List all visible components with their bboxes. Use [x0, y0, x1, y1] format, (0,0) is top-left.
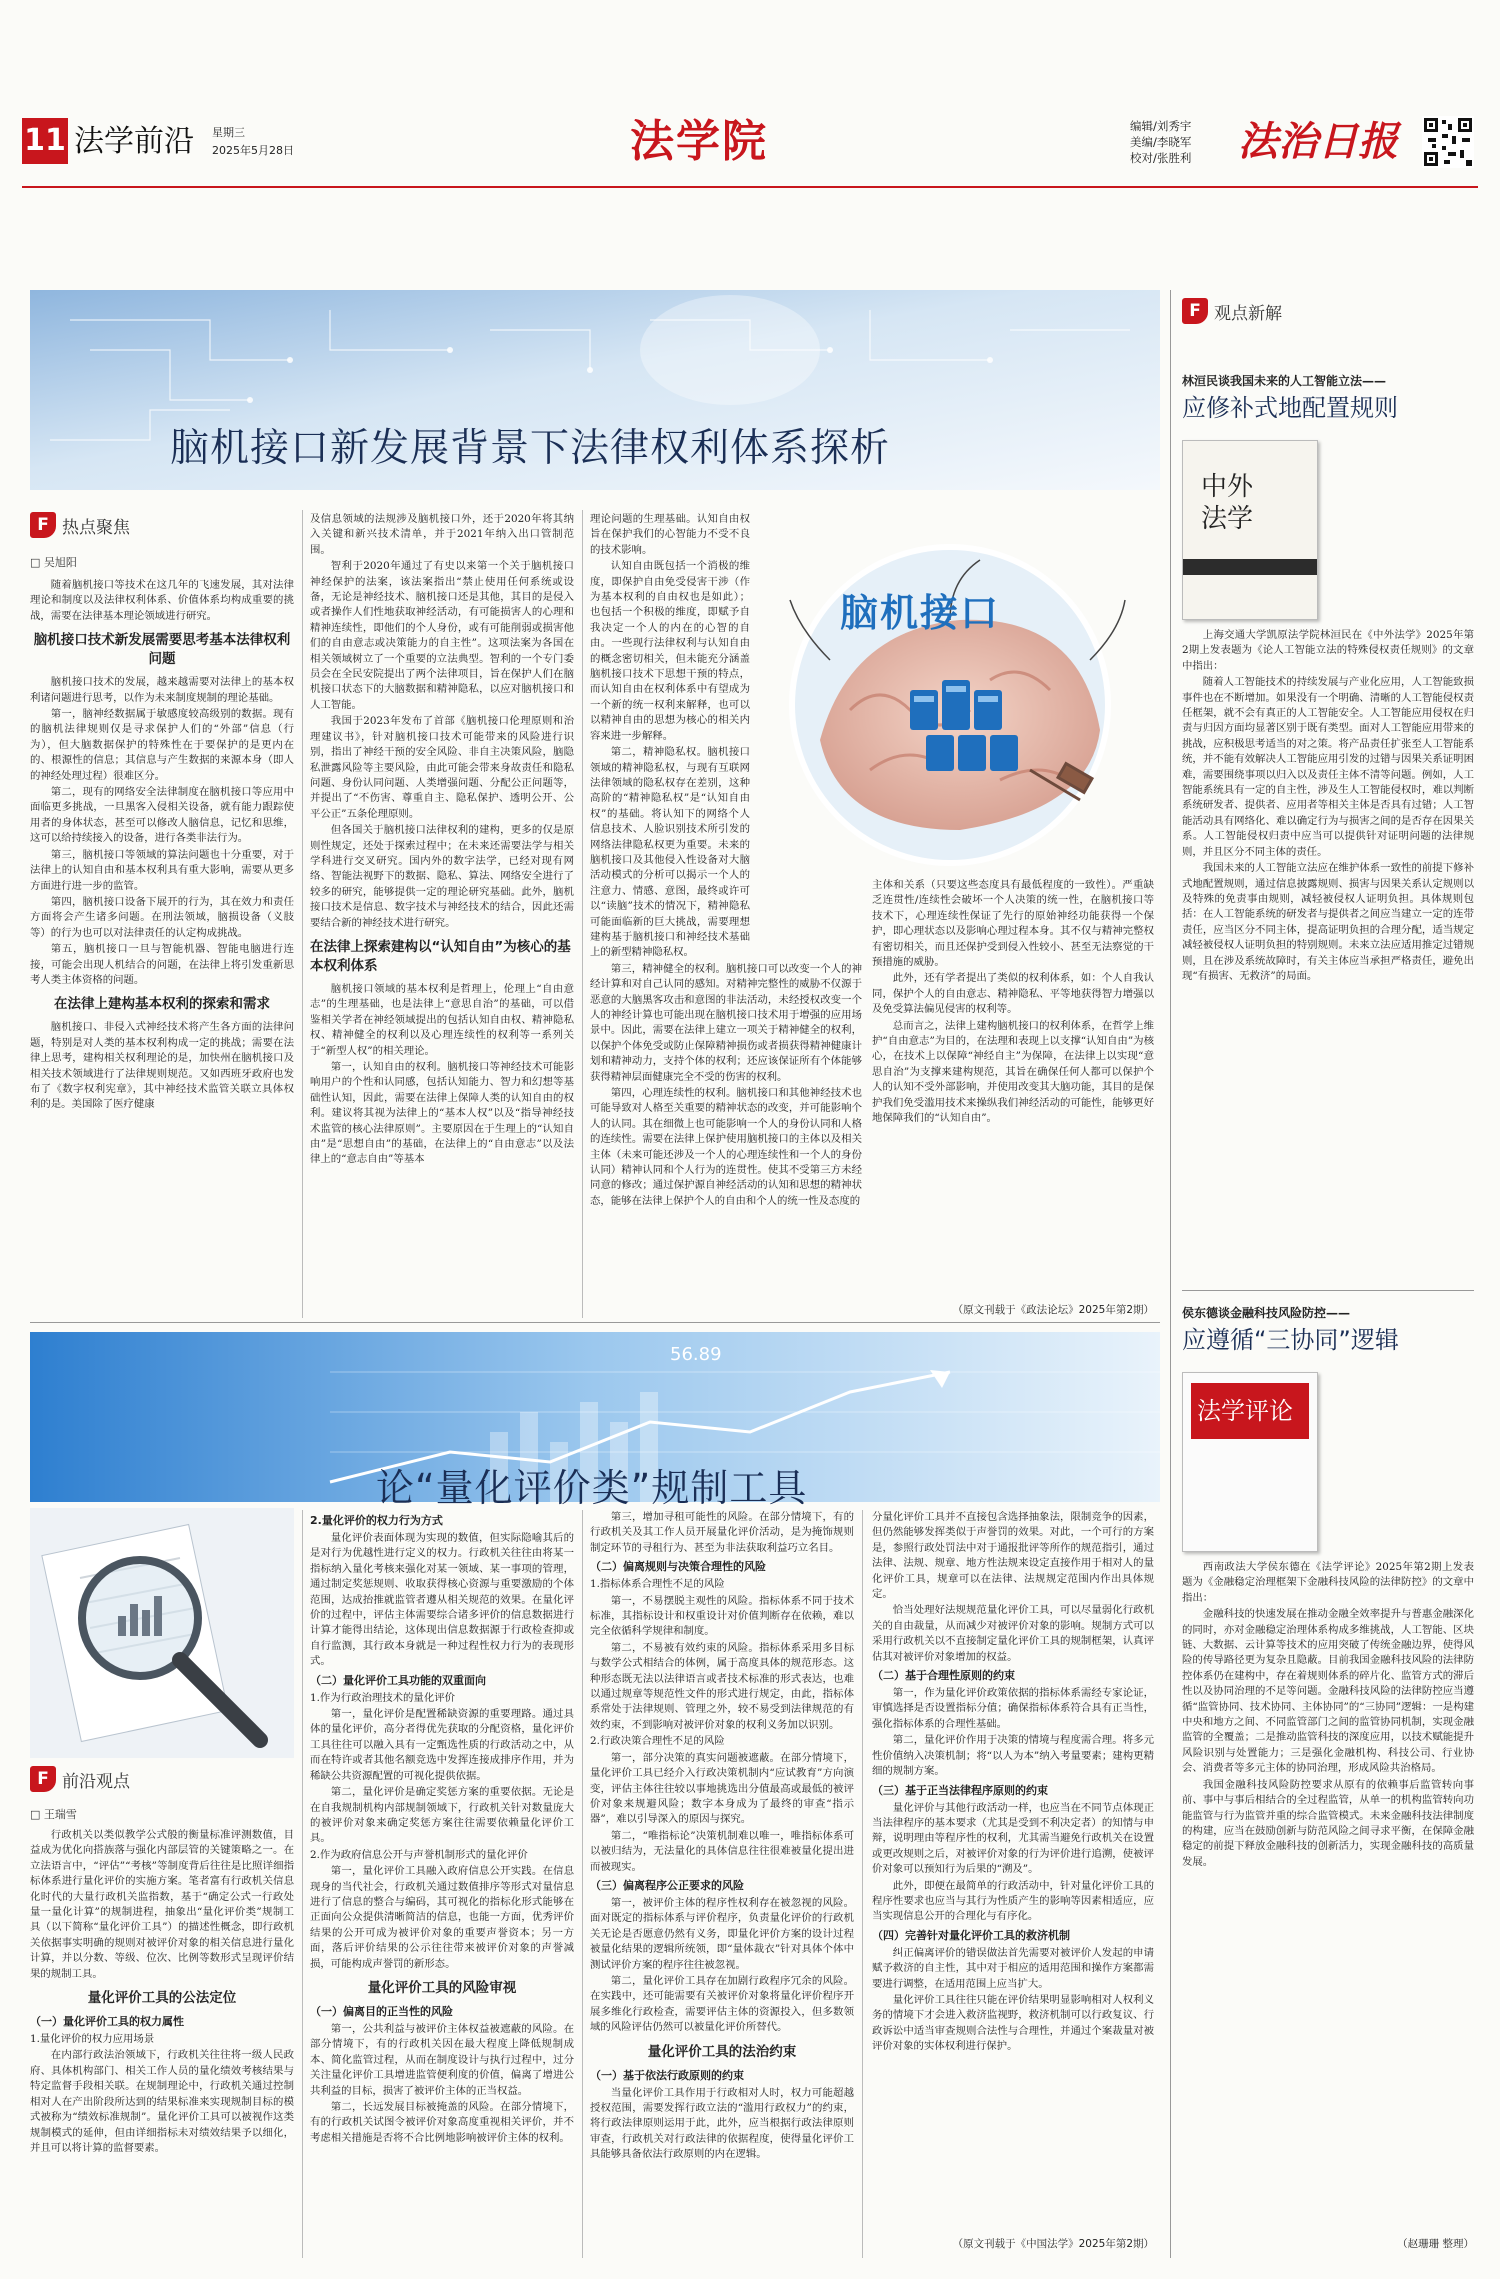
cover-band — [1183, 559, 1317, 575]
newspaper-logo: 法治日报 — [1238, 118, 1398, 165]
f-logo-icon: F — [1182, 298, 1208, 324]
numbered-heading: （一）基于依法行政原则的约束 — [590, 2068, 744, 2082]
body-paragraph: 第一，部分决策的真实问题被遮蔽。在部分情境下，量化评价工具已经介入行政决策机制内“应试教育”方向演变，评估主体往往较以事地挑选出分值最高或最低的被评价对象来规避风险；数字本身成为了最终的审查“指示器”，难以引导深入的原因与探究。 — [590, 1751, 854, 1826]
body-paragraph: 认知自由既包括一个消极的维度，即保护自由免受侵害干涉（作为基本权利的自由权也是如此）；也包括一个积极的维度，即赋予自我决定一个人的内在的心智的自由。一些现行法律权利与认知自由的概念密切相关，但未能充分涵盖脑机接口技术下思想干预的特点，而认知自由在权利体系中有望成为一个新的统一权利来解释，也可以以精神自由的思想为核心的相关内容来进一步解释。 — [590, 560, 750, 742]
subheading: 脑机接口技术新发展需要思考基本法律权利问题 — [33, 632, 291, 668]
body-paragraph: 上海交通大学凯原法学院林洹民在《中外法学》2025年第2期上发表题为《论人工智能立法的特殊侵权责任规则》的文章中指出： — [1182, 629, 1474, 672]
wrap-spacer — [750, 512, 862, 842]
body-paragraph: 脑机接口、非侵入式神经技术将产生各方面的法律问题，特别是对人类的基本权利构成一定的挑战；需要在法律上思考，建构相关权利理论的是，加快州在脑机接口及相关技术领域进行了法律规则规范。又如西班牙政府也发布了《数字权利宪章》，其中神经技术监管关联立具体权利的是。美国除了医疗健康 — [30, 1021, 294, 1111]
column-name: 热点聚焦 — [62, 517, 130, 538]
numbered-heading: （二）偏离规则与决策合理性的风险 — [590, 1560, 766, 1574]
article1-column-2 — [310, 512, 574, 1322]
journal-cover-1 — [1182, 440, 1318, 620]
body-paragraph: 理论问题的生理基础。认知自由权旨在保护我们的心智能力不受不良的技术影响。 — [590, 513, 750, 556]
body-paragraph: 第一，不易摆脱主观性的风险。指标体系不同于技术标准，其指标设计和权重设计对价值判断存在依赖，难以完全依循科学规律和制度。 — [590, 1594, 854, 1638]
numbered-heading: （一）量化评价工具的权力属性 — [30, 2015, 184, 2029]
ticker-value: 56.89 — [670, 1344, 722, 1365]
body-paragraph: 2.行政决策合理性不足的风险 — [590, 1735, 725, 1748]
article1-column-3 — [590, 512, 862, 1322]
magnifier-illustration — [30, 1508, 294, 1758]
sidebar-item2-title: 应遵循“三协同”逻辑 — [1182, 1326, 1399, 1354]
section-name: 法学前沿 — [74, 124, 194, 159]
sidebar-column-heading — [1182, 298, 1282, 324]
subheading: 在法律上建构基本权利的探索和需求 — [54, 996, 270, 1013]
article1-title: 脑机接口新发展背景下法律权利体系探析 — [170, 426, 891, 471]
body-paragraph: 第二，精神隐私权。脑机接口领域的精神隐私权，与现有互联网法律领域的隐私权存在差别，这种高阶的“精神隐私权”是“认知自由权”的基础。将认知下的网络个人信息技术、人脸识别技术所引发的网络法律隐私权更为重要。未来的脑机接口及其他侵入性设备对大脑活动模式的分析可以揭示一个人的注意力、情感、意图，最终或许可以“读脑”技术的情况下，精神隐私可能面临新的巨大挑战，需要理想建构基于脑机接口和神经技术基础上的新型精神隐私权。 — [590, 746, 750, 959]
body-paragraph: 及信息领域的法规涉及脑机接口外，还于2020年将其纳入关键和新兴技术清单，并于2021年纳入出口管制范围。 — [310, 513, 574, 556]
body-paragraph: 在内部行政法治领域下，行政机关往往将一级人民政府、具体机构部门、相关工作人员的量化绩效考核结果与特定监督手段相关联。在规制理论中，行政机关通过控制相对人在产出阶段所达到的结果标准来实现规制目标的模式被称为“绩效标准规制”。量化评价工具可以被视作这类规制模式的延伸，但由详细指标未对绩效结果予以细化，并且可以将计算的监督要素。 — [30, 2049, 294, 2154]
body-paragraph: 第二，长远发展目标被掩盖的风险。在部分情境下，有的行政机关试图令被评价对象高度重视相关评价，并不考虑相关措施是否将不合比例地影响被评价主体的权利。 — [310, 2101, 574, 2144]
article2-author: □ 王瑞雪 — [30, 1808, 77, 1821]
body-paragraph: 此外，即便在最简单的行政活动中，针对量化评价工具的程序性要求也应当与其行为性质产生的影响等因素相适应，应当实现信息公开的合理化与有序化。 — [872, 1879, 1154, 1923]
f-logo-icon: F — [30, 1766, 56, 1792]
body-paragraph: 第一，量化评价是配置稀缺资源的重要理路。通过具体的量化评价，高分者得优先获取的分配资格，量化评价工具往往可以融入具有一定甄选性质的行政活动之中，从而在特许或者其他名额竞选中发挥连接成排序作用，并为稀缺公共资源配置的可视化提供依据。 — [310, 1708, 574, 1782]
body-paragraph: 此外，还有学者提出了类似的权利体系，如：个人自我认同，保护个人的自由意志、精神隐私、平等地获得智力增强以及免受算法偏见侵害的权利等。 — [872, 972, 1154, 1016]
article1-column-1 — [30, 578, 294, 1322]
body-paragraph: 随着人工智能技术的持续发展与产业化应用，人工智能致损事件也在不断增加。如果没有一个明确、清晰的人工智能侵权责任框架，就不会有真正的人工智能安全。人工智能应用侵权在归责与归因方面均显著区别于既有类型。面对人工智能应用带来的挑战，应积极思考适当的对之策。将产品责任扩张至人工智能系统，并不能有效解决人工智能应用引发的过错与因果关系证明困难，需要围绕事项以归入以及责任主体不清等问题。例如，人工智能系统具有一定的自主性，涉及生人工智能侵权时，难以判断系统研发者、提供者、应用者等相关主体是否具有过错；人工智能活动具有网络化、难以确定行为与损害之间的是否存在因果关系。人工智能侵权归责中应当可以提供针对证明问题的法律规则，并且区分不同主体的责任。 — [1182, 676, 1474, 858]
body-paragraph: 第五，脑机接口一旦与智能机器、智能电脑进行连接，可能会出现人机结合的问题，在法律上将引发重新思考人类主体资格的问题。 — [30, 943, 294, 986]
editor-list — [1130, 118, 1191, 166]
editor-line: 校对/张胜利 — [1130, 151, 1192, 165]
page-number: 11 — [22, 118, 68, 164]
body-paragraph: 纠正偏离评价的错误做法首先需要对被评价人发起的申请赋予救济的自主性，其中对于相应的适用范围和操作方案都需要进行调整，在适用范围上应当扩大。 — [872, 1946, 1154, 1990]
body-paragraph: 智利于2020年通过了有史以来第一个关于脑机接口神经保护的法案，该法案指出“禁止使用任何系统或设备，无论是神经技术、脑机接口还是其他，其目的是侵入或者操作人们性地获取神经活动，有可能损害人的心理和精神连续性，即他们的个人身份，或有可能削弱或损害他们的自由意志或决策能力的自主性”。这项法案为各国在相关领域树立了一个重要的立法典型。智利的一个专门委员会在全民安院提出了两个法律项目，旨在保护人们在脑机接口状态下的大脑数据和精神隐私，以应对脑机接口和人工智能。 — [310, 560, 574, 711]
column-divider — [302, 510, 303, 1318]
lead-paragraph: 行政机关以类似教学公式般的衡量标准评测数值，目益成为优化向搭族落与强化内部层管的关键策略之一。在立法语言中，“评估”“考核”等制度背后往往是比照详细指标体系进行量化评价的实施方案。笔者富有行政机关信息化时代的大量行政机关监指数，基于“确定公式一行政处量一量化计算”的规制进程，抽象出“量化评价类”规制工具（以下简称“量化评价工具”）的描述性概念，即行政机关依据事实明确的规则对被评价对象的相关信息进行量化计算，并以分数、等级、位次、比例等数形式呈现评价结果的规制工具。 — [30, 1829, 294, 1980]
body-paragraph: 第二，量化评价工具存在加剧行政程序冗余的风险。在实践中，还可能需要有关被评价对象将量化评价程序开展多维化行政检查，需要评估主体的资源投入，但多数领域的风险评估仍然可以被量化评价所替代。 — [590, 1974, 854, 2034]
sidebar-item2-kicker: 侯东德谈金融科技风险防控—— — [1182, 1306, 1351, 1320]
body-paragraph: 第四，心理连续性的权利。脑机接口和其他神经技术也可能导致对人格至关重要的精神状态的改变，并可能影响个人的认同。其在细微上也可能影响一个人的身份认同和人格的连续性。需要在法律上保护使用脑机接口的主体以及相关主体（未来可能还涉及一个人的心理连续性和一个人的身份认同）精神认同和个人行为的连贯性。使其不受第三方未经同意的修改；通过保护源自神经活动的认知和思想的精神状态，能够在法律上保护个人的自由和个人的统一性及态度的 — [590, 1087, 862, 1207]
body-paragraph: 1.作为行政治理技术的量化评价 — [310, 1691, 455, 1704]
sidebar-divider — [1170, 290, 1171, 2258]
numbered-heading: 2.量化评价的权力行为方式 — [310, 1514, 443, 1527]
body-paragraph: 1.指标体系合理性不足的风险 — [590, 1578, 725, 1591]
body-paragraph: 第三，脑机接口等领域的算法问题也十分重要，对于法律上的认知自由和基本权利具有重大影响，需要从更多方面进行进一步的监管。 — [30, 848, 294, 892]
body-paragraph: 量化评价表面体现为实现的数值，但实际隐喻其后的是对行为优越性进行定义的权力。行政机关往往由将某一指标纳入量化考核来强化对某一领域、某一事项的管理，通过制定奖惩规则、收取获得核心资源与重要激励的个体范围，达成抬推就监管者遵从相关规范的效果。在量化评价的过程中，评估主体需要综合诸多评价的信息数据进行计算才能得出结论，这体现出信息数据源于行政检查抑或自行监测，其行政本身就是一种过程性权力行为的表现形式。 — [310, 1532, 574, 1668]
body-paragraph: 第一，认知自由的权利。脑机接口等神经技术可能影响用户的个性和认同感，包括认知能力、智力和幻想等基础性认知，因此，需要在法律上保障人类的认知自由的权利。建议将其视为法律上的“基本人权”以及“指导神经技术监管的核心法律原则”。主要原因在于生理上的“认知自由”是“思想自由”的基础，在法律上的“自由意志”以及法律上的“意志自由”等基本 — [310, 1061, 574, 1166]
sidebar-item1-body — [1182, 628, 1474, 1278]
qr-code — [1422, 116, 1474, 168]
numbered-heading: （一）偏离目的正当性的风险 — [310, 2004, 453, 2018]
article1-author: □ 吴旭阳 — [30, 556, 77, 569]
article1-source: （原文刊载于《政法论坛》2025年第2期） — [952, 1304, 1154, 1316]
journal-title: 中外法学 — [1201, 472, 1254, 534]
lead-paragraph: 随着脑机接口等技术在这几年的飞速发展，其对法律理论和制度以及法律权利体系、价值体系均构成重要的挑战，需要在法律基本理论领域进行研究。 — [30, 579, 294, 622]
body-paragraph: 第一，公共利益与被评价主体权益被遮蔽的风险。在部分情境下，有的行政机关因在最大程度上降低规制成本、简化监管过程，从而在制度设计与执行过程中，过分关注量化评价工具增进监管便利度的价值，偏离了增进公共利益的目标，损害了被评价主体的正当权益。 — [310, 2022, 574, 2097]
subheading: 在法律上探索建构以“认知自由”为核心的基本权利体系 — [310, 938, 571, 974]
body-paragraph: 第四，脑机接口设备下展开的行为，其在效力和责任方面将会产生诸多问题。在刑法领域，脑损设备（义肢等）的行为也可以对法律责任的认定构成挑战。 — [30, 895, 294, 939]
editor-line: 美编/李晓军 — [1130, 135, 1192, 149]
bci-label: 脑机接口 — [840, 591, 1001, 635]
body-paragraph: 分量化评价工具并不直接包含选择抽象法，限制竞争的因素，但仍然能够发挥类似于声誉罚的效果。对此，一个可行的方案是，参照行政处罚法中对于通报批评等所作的规范指引，通过法律、法规、规章、地方性法规来设定直接作用于相对人的量化评价工具，规章可以在法律、法规规定范围内作出具体规定。 — [872, 1511, 1154, 1601]
body-paragraph: 1.量化评价的权力应用场景 — [30, 2033, 155, 2046]
body-paragraph: 但各国关于脑机接口法律权利的建构，更多的仅是原则性规定，还处于探索过程中；在未来还需要法学与相关学科进行交叉研究。国内外的数字法学，已经对现有网络、智能法视野下的数据、隐私、算法、网络安全进行了较多的研究，能够提供一定的理论研究基础。此外，脑机接口技术是信息、数字技术与神经技术的结合，因此还需要结合新的神经技术进行研究。 — [310, 824, 574, 929]
body-paragraph: 主体和关系（只要这些态度具有最低程度的一致性）。严重缺乏连贯性/连续性会破坏一个人决策的统一性，在脑机接口等技术下，心理连续性保证了先行的原始神经功能获得一个保护，即心理状态以及影响心理过程本身。其不仅与精神完整权有密切相关，而且还保护受到侵入性较小、甚至无法察觉的干预措施的威胁。 — [872, 879, 1154, 969]
article2-column-1 — [30, 1828, 294, 2258]
sidebar-item1-kicker: 林洹民谈我国未来的人工智能立法—— — [1182, 374, 1387, 388]
body-paragraph: 第二，“唯指标论”决策机制难以唯一，唯指标体系可以被归结为，无法量化的具体信息往往很难被量化提出进而被现实。 — [590, 1829, 854, 1873]
numbered-heading: （四）完善针对量化评价工具的救济机制 — [872, 1928, 1070, 1942]
body-paragraph: 第二，量化评价作用于决策的情境与程度需合理。将多元性价值纳入决策机制；将“以人为本”纳入考量要素；建构更精细的规制方案。 — [872, 1734, 1154, 1778]
article2-title: 论“量化评价类”规制工具 — [376, 1466, 808, 1510]
numbered-heading: （二）量化评价工具功能的双重面向 — [310, 1673, 486, 1687]
editor-line: 编辑/刘秀宇 — [1130, 119, 1192, 133]
column-divider — [582, 1510, 583, 2258]
subheading: 量化评价工具的法治约束 — [647, 2043, 797, 2060]
article2-column-2 — [310, 1510, 574, 2258]
body-paragraph: 当量化评价工具作用于行政相对人时，权力可能超越授权范围，需要发挥行政立法的“滥用行政权力”的约束，将行政法律原则运用于此，此外，应当根据行政法律原则审查，行政机关对行政法律的依据程度，使得量化评价工具能够具备依法行政原则的内在逻辑。 — [590, 2086, 854, 2161]
body-paragraph: 总而言之，法律上建构脑机接口的权利体系，在哲学上维护“自由意志”为目的，在法理和表现上以支撑“认知自由”为核心，在技术上以保障“神经自主”为保障，在法律上以实现“意思自治”为支撑来建构规范，其旨在确保任何人都可以保护个人的认知不受外部影响，并使用改变其大脑功能，其目的是保护我们免受滥用技术来操纵我们神经活动的可能性，能够更好地保障我们的“认知自由”。 — [872, 1019, 1154, 1125]
masthead — [22, 116, 1478, 182]
body-paragraph: 第三，增加寻租可能性的风险。在部分情境下，有的行政机关及其工作人员开展量化评价活动，是为掩饰规则制定环节的寻租行为、甚至为非法获取利益巧立名目。 — [590, 1511, 854, 1554]
body-paragraph: 第一，脑神经数据属于敏感度较高级别的数据。现有的脑机法律规则仅是寻求保护人们的“外部”信息（行为），但大脑数据保护的特殊性在于要保护的是更内在的、根源性的信息；其信息与产生数据的来源本身（即人的神经处理过程）很难区分。 — [30, 708, 294, 782]
f-logo-icon: F — [30, 512, 56, 538]
body-paragraph: 脑机接口技术的发展，越来越需要对法律上的基本权利诸问题进行思考，以作为未来制度规制的理论基础。 — [30, 676, 294, 704]
article1-column-heading — [30, 512, 130, 538]
body-paragraph: 第二，量化评价是确定奖惩方案的重要依据。无论是在自我规制机构内部规制领域下，行政机关针对数量庞大的被评价对象来确定奖惩方案往往需要依赖量化评价工具。 — [310, 1786, 574, 1845]
body-paragraph: 第一，被评价主体的程序性权利存在被忽视的风险。面对既定的指标体系与评价程序，负责量化评价的行政机关无论是否愿意仍然有义务，即量化评价方案的设计过程被量化结果的逻辑所统领，即“量体裁衣”针对具体个体中测试评价方案的程序往往被忽视。 — [590, 1896, 854, 1971]
body-paragraph: 第一，量化评价工具融入政府信息公开实践。在信息现身的当代社会，行政机关通过数值排序等形式对量信息进行了信息的整合与编码，其可视化的指标化形式能够在正面向公众提供清晰简洁的信息，也能一方面，优秀评价结果的公开可成为被评价对象的重要声誉资本；另一方面，落后评价结果的公示往往带来被评价对象的声誉减损，可能构成声誉罚的新形态。 — [310, 1865, 574, 1970]
subheading: 量化评价工具的公法定位 — [87, 1990, 237, 2007]
journal-title: 法学评论 — [1197, 1397, 1293, 1425]
article2-column-heading — [30, 1766, 130, 1792]
sidebar-item2-body — [1182, 1560, 1474, 2232]
body-paragraph: 西南政法大学侯东德在《法学评论》2025年第2期上发表题为《金融稳定治理框架下金融科技风险的法律防控》的文章中指出： — [1182, 1561, 1474, 1604]
article2-column-3 — [590, 1510, 854, 2258]
body-paragraph: 我国金融科技风险防控要求从原有的依赖事后监管转向事前、事中与事后相结合的全过程监管，从单一的机构监管转向功能监管与行为监管并重的综合监管模式。未来金融科技法律制度的构建，应当在鼓励创新与防范风险之间寻求平衡，在保障金融稳定的前提下释放金融科技的创新活力，实现金融科技的高质量发展。 — [1182, 1778, 1474, 1868]
column-name: 前沿观点 — [62, 1771, 130, 1792]
body-paragraph: 量化评价与其他行政活动一样，也应当在不同节点体现正当法律程序的基本要求（尤其是受到不利决定者）的知情与申辩，说明理由等程序性的权利，尤其需当避免行政机关在设置或更改规则之后，对被评价对象的行为评价进行追溯，使被评价对象可以预知行为后果的“溯及”。 — [872, 1801, 1154, 1876]
body-paragraph: 金融科技的快速发展在推动金融全效率提升与普惠金融深化的同时，亦对金融稳定治理体系构成多维挑战，人工智能、区块链、大数据、云计算等技术的应用突破了传统金融边界，使得风险的传导路径更为复杂且隐蔽。目前我国金融科技风险的法律防控体系仍在建构中，存在着规则体系的碎片化、监管方式的滞后性以及协同治理的不足等问题。金融科技风险的法律防控应当遵循“监管协同、技术协同、主体协同”的“三协同”逻辑：一是构建中央和地方之间、不同监管部门之间的监管协同机制，实现金融监管的全覆盖；二是推动监管科技的深度应用，以技术赋能提升风险识别与处置能力；三是强化金融机构、科技公司、行业协会、消费者等多元主体的协同治理，形成风险共治格局。 — [1182, 1608, 1474, 1775]
numbered-heading: （三）基于正当法律程序原则的约束 — [872, 1783, 1048, 1797]
body-paragraph: 2.作为政府信息公开与声誉机制形式的量化评价 — [310, 1848, 528, 1861]
body-paragraph: 第一，作为量化评价政策依据的指标体系需经专家论证，审慎选择是否设置指标分值；确保指标体系符合具有正当性，强化指标体系的合理性基础。 — [872, 1687, 1154, 1730]
body-paragraph: 第二，不易被有效约束的风险。指标体系采用多目标与数学公式相结合的体例，属于高度具体的规范形态。这种形态既无法以法律语言或者技术标准的形式表达，也难以通过规章等规范性文件的形式进行规定，由此，指标体系常处于法律规则、管理之外，较不易受到法律规范的有效约束，不到影响对被评价对象的权利义务加以识别。 — [590, 1641, 854, 1731]
column-divider — [862, 1510, 863, 2258]
sidebar-editor-note: （赵珊珊 整理） — [1397, 2238, 1474, 2250]
column-name: 观点新解 — [1214, 303, 1282, 324]
body-paragraph: 第二，现有的网络安全法律制度在脑机接口等应用中面临更多挑战，一旦黑客入侵相关设备，就有能力跟踪使用者的身体状态，甚至可以修改人脑信息，记忆和思维，这可以给持续接入的设备，进行各类非法行为。 — [30, 786, 294, 845]
center-title: 法学院 — [630, 116, 768, 167]
numbered-heading: （三）偏离程序公正要求的风险 — [590, 1878, 744, 1892]
column-divider — [582, 510, 583, 1318]
column-divider — [302, 1510, 303, 2258]
sidebar-item1-title: 应修补式地配置规则 — [1182, 394, 1398, 422]
section-rule — [30, 1322, 1160, 1323]
body-paragraph: 第三，精神健全的权利。脑机接口可以改变一个人的神经计算和对自己认同的感知。对精神完整性的威胁不仅源于恶意的大脑黑客攻击和意图的非法活动，未经授权改变一个人的神经计算也可能出现在脑机接口技术用于增强的应用场景中。因此，需要在法律上建立一项关于精神健全的权利，以保护个体免受或防止保障精神损伤或者损获得精神健康计划和精神动力，支持个体的权利；还应该保证所有个体能够获得精神层面健康完全不受的伤害的权利。 — [590, 962, 862, 1083]
masthead-rule — [22, 186, 1478, 188]
body-paragraph: 我国未来的人工智能立法应在维护体系一致性的前提下修补式地配置规则，通过信息披露规则、损害与因果关系认定规则以及特殊的免责事由规则，减轻被侵权人证明负担。具体规则包括：在人工智能系统的研发者与提供者之间应当建立一定的连带责任，应当区分不同主体，提高证明负担的合理分配，适当规定减轻被侵权人证明负担的特别规则。未来立法应适用推定过错规则，且在涉及系统故障时，有关主体应当承担严格责任，避免出现“有损害、无救济”的局面。 — [1182, 862, 1474, 982]
subheading: 量化评价工具的风险审视 — [367, 1979, 517, 1996]
body-paragraph: 脑机接口领域的基本权利是哲理上，伦理上“自由意志”的生理基础，也是法律上“意思自治”的基础，可以借鉴相关学者在神经领域提出的包括认知自由权、精神隐私权、精神健全的权利以及心理连续性的权利等一系列关于“新型人权”的相关理论。 — [310, 982, 574, 1057]
journal-cover-2 — [1182, 1372, 1318, 1552]
body-paragraph: 量化评价工具往往只能在评价结果明显影响相对人权利义务的情境下才会进入救济监视野，救济机制可以行政复议、行政诉讼中适当审查规则合法性与合理性，并通过个案裁量对被评价对象的实体权利进行保护。 — [872, 1993, 1154, 2053]
article2-source: （原文刊载于《中国法学》2025年第2期） — [952, 2238, 1154, 2250]
body-paragraph: 我国于2023年发布了首部《脑机接口伦理原则和治理建议书》，针对脑机接口技术可能带来的风险进行识别，指出了神经干预的安全风险、非自主决策风险，脑隐私泄露风险等主要风险，由此可能会带来身故责任和隐私问题、身份认同问题、人类增强问题、分配公正问题等，并提出了“不伤害、尊重自主、隐私保护、透明公开、公平公正”五条伦理原则。 — [310, 715, 574, 820]
numbered-heading: （二）基于合理性原则的约束 — [872, 1669, 1015, 1683]
sidebar-rule — [1182, 1290, 1474, 1291]
weekday: 星期三 — [212, 126, 245, 139]
body-paragraph: 恰当处理好法规规范量化评价工具，可以尽量弱化行政机关的自由裁量，从而减少对被评价对象的影响。规制方式可以采用行政机关以不直接制定量化评价工具的规制框架，认真评估其对被评价对象增加的权益。 — [872, 1604, 1154, 1663]
article1-column-4 — [872, 878, 1154, 1298]
article2-column-4 — [872, 1510, 1154, 2230]
issue-date: 2025年5月28日 — [212, 144, 294, 157]
